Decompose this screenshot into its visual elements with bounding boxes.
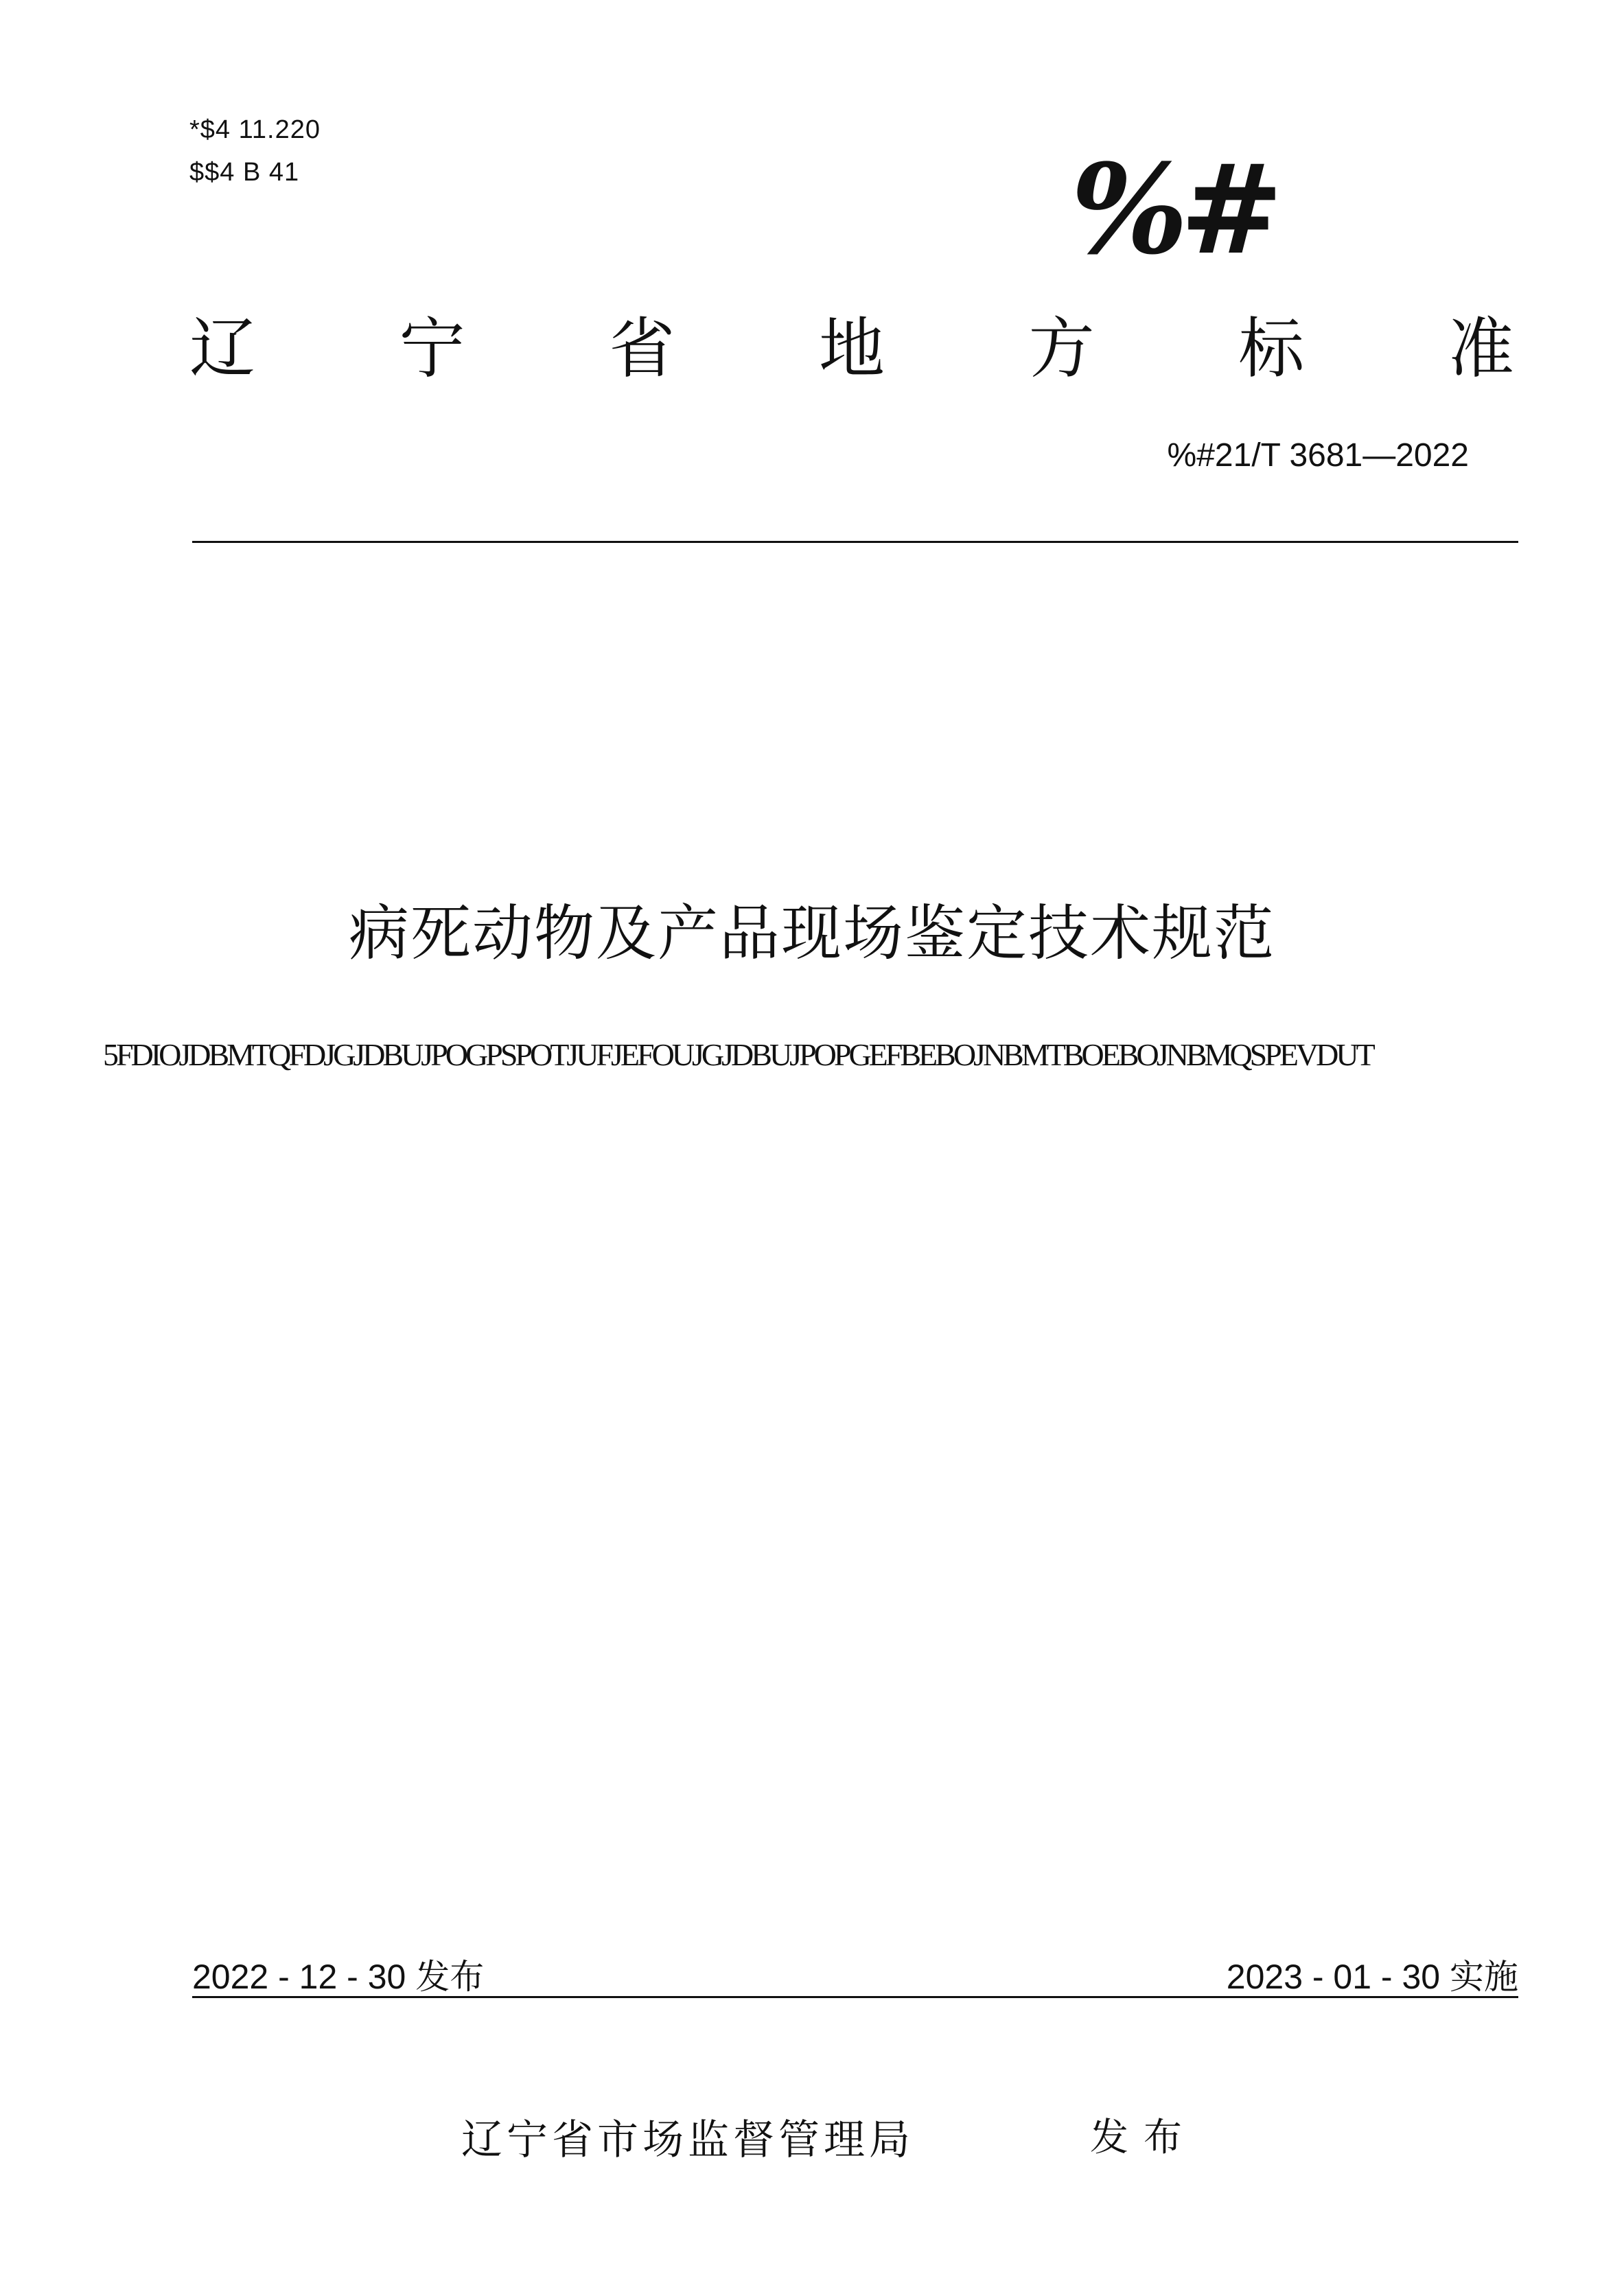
standard-type-char: 地 (818, 310, 885, 387)
standard-type-char: 方 (1028, 310, 1095, 387)
effective-date: 2023 - 01 - 30 实施 (1226, 1958, 1518, 1996)
standard-type-char: 辽 (189, 310, 255, 387)
publisher-name: 辽宁省市场监督管理局 (461, 2116, 914, 2164)
publish-date: 2022 - 12 - 30 发布 (192, 1958, 485, 1996)
document-title-english: 5FDIOJDBMTQFDJGJDBUJPOGPSPOTJUFJEFOUJGJDBUJPOPGEFBEBOJNBMTBOEBOJNBMQSPEVDUT (103, 1037, 1373, 1072)
ics-code: *$4 11.220 (189, 115, 321, 144)
standard-type-char: 省 (609, 310, 675, 387)
header-divider (192, 541, 1518, 543)
standard-number: %#21/T 3681—2022 (1167, 437, 1469, 474)
db-standard-mark: %# (1071, 137, 1275, 282)
standard-type-char: 宁 (399, 310, 465, 387)
standard-type-heading (189, 310, 1514, 387)
footer-divider (192, 1996, 1518, 1998)
standard-type-char: 标 (1238, 310, 1305, 387)
ccs-code: $$4 B 41 (189, 158, 300, 187)
publisher-action: 发布 (1090, 2115, 1197, 2160)
standard-type-char: 准 (1448, 310, 1514, 387)
document-title-chinese: 病死动物及产品现场鉴定技术规范 (348, 898, 1275, 969)
